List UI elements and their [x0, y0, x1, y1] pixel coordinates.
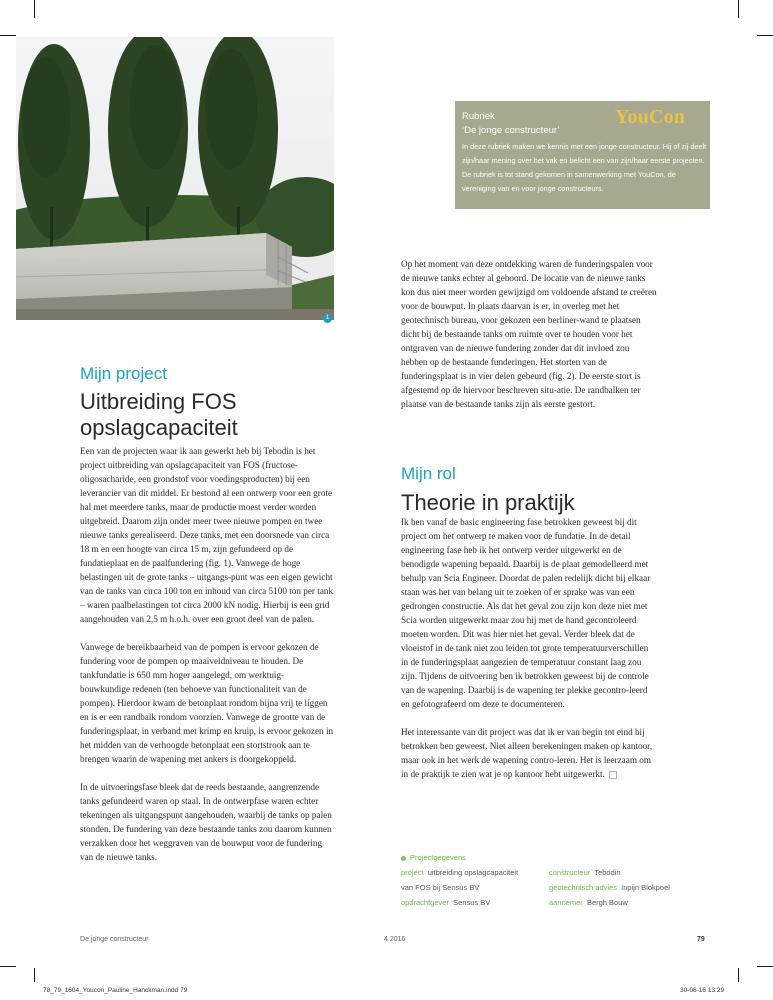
footer-section-name: De jonge constructeur: [80, 936, 149, 943]
opdrachtgever-row: [401, 895, 551, 910]
footer-issue: 4 2016: [384, 936, 406, 943]
page-number: 79: [697, 936, 705, 943]
crop-mark: [757, 35, 773, 36]
figure-number-badge: 1: [323, 314, 332, 323]
crop-mark: [757, 966, 773, 967]
project-value-continued: van FOS bij Sensus BV: [401, 883, 480, 892]
geotechnisch-value: Inpijn Blokpoel: [621, 883, 670, 892]
projectgegevens-left: [401, 850, 551, 910]
right-intro-column: [401, 257, 657, 411]
rubriek-box: [455, 101, 710, 209]
slug-filename: 78_79_1604_Youcon_Pauline_Hanckman.indd 79: [43, 987, 188, 994]
crop-mark: [34, 0, 35, 18]
rubriek-name: ‘De jonge constructeur’: [462, 125, 560, 136]
right-body-column: [401, 515, 657, 781]
body-paragraph: Ik ben vanaf de basic engineering fase betrokken geweest bij dit project om het ontwerp te maken voor de fundatie. In de detail engineering fase heb ik het ontwerp verder uitgewerkt en de benodigde wapening bepaald. Daarbij is de plaat gemodelleerd met behulp van Scia Engineer. Doordat de palen redelijk dicht bij elkaar staan was het van belang uit te zoeken of er sprake was van een gedrongen constructie. Als dat het geval zou zijn kon deze niet met Scia worden uitgewerkt maar zou hij met de hand gecontroleerd moeten worden. Dit was hier niet het geval. Verder bleek dat de vloeistof in de tank niet zou leiden tot grote temperatuurverschillen in de funderingsplaat aangezien de temperatuur constant laag zou zijn. Tijdens de uitvoering ben ik betrokken geweest bij de controle van de wapening. Daarbij is de wapening ter plekke gecontro-leerd en gefotografeerd om deze te documenteren.: [401, 517, 651, 709]
end-mark-icon: [609, 771, 617, 779]
left-body-column: [80, 444, 334, 864]
section-title-project: Uitbreiding FOS opslagcapaciteit: [80, 389, 238, 440]
projectgegevens-right: [549, 865, 699, 910]
youcon-logo: YouCon: [615, 106, 686, 128]
aannemer-label: aannemer: [549, 898, 583, 907]
slug-date: 30-06-16 13:29: [680, 987, 725, 994]
project-photo: [16, 37, 334, 320]
project-label: project: [401, 868, 424, 877]
geotechnisch-label: geotechnisch advies: [549, 883, 617, 892]
rubriek-label: Rubriek: [462, 111, 495, 122]
aannemer-value: Bergh Bouw: [586, 898, 628, 907]
crop-mark: [738, 968, 739, 982]
projectgegevens-heading: Projectgegevens: [410, 853, 466, 862]
opdrachtgever-label: opdrachtgever: [401, 898, 449, 907]
aannemer-row: [549, 895, 699, 910]
crop-mark: [738, 0, 739, 18]
section-title-role: Theorie in praktijk: [401, 490, 575, 515]
section-kicker-project: Mijn project: [80, 364, 167, 383]
body-paragraph: Op het moment van deze ontdekking waren de funderingspalen voor de nieuwe tanks echter al geboord. De locatie van de nieuwe tanks kon dus niet meer worden gewijzigd om voldoende afstand te creëren voor de bouwput. In plaats daarvan is er, in overleg met het geotechnisch bureau, voor gekozen een berliner-wand te plaatsen dicht bij de bestaande tanks om ruimte over te houden voor het ontgraven van de nieuwe fundering zonder dat dit invloed zou hebben op de bestaande funderingen. Het storten van de funderingsplaat is in vier delen gebeurd (fig. 2). De eerste stort is afgestemd op de hiervoor beschreven situ-atie. De randbalken ter plaatse van de bestaande tanks zijn als eerste gestort.: [401, 259, 657, 409]
opdrachtgever-value: Sensus BV: [453, 898, 491, 907]
constructeur-value: Tebodin: [594, 868, 621, 877]
body-paragraph: Een van de projecten waar ik aan gewerkt heb bij Tebodin is het project uitbreiding van opslagcapaciteit van FOS (fructose-oligosacharide, een grondstof voor voedingsproducten) bij een leverancier van dit middel. Er bestond al een ontwerp voor een grote hal met meerdere tanks, maar de productie moest verder worden uitgebreid. Daarom zijn onder meer twee nieuwe pompen en twee nieuwe tanks gerealiseerd. Deze tanks, met een doorsnede van circa 18 m en een hoogte van circa 15 m, zijn gefundeerd op de fundatieplaat en de paalfundering (fig. 1). Vanwege de hoge belastingen uit de grote tanks – uitgangs-punt was een eigen gewicht van de tanks van circa 100 ton en inhoud van circa 5100 ton per tank – waren paalbelastingen tot circa 2000 kN nodig. Hierbij is een grid aangehouden van 2,5 m h.o.h. over een groot deel van de palen.: [80, 446, 334, 624]
section-kicker-role: Mijn rol: [401, 464, 456, 483]
crop-mark: [0, 966, 16, 967]
projectgegevens-heading-row: [401, 850, 551, 865]
crop-mark: [0, 35, 16, 36]
rubriek-description: In deze rubriek maken we kennis met een jonge constructeur. Hij of zij deelt zijn/haar mening over het vak en belicht een van zijn/haar eerste projecten. De rubriek is tot stand gekomen in samenwerking met YouCon, de vereniging van en voor jonge constructeurs.: [462, 142, 707, 193]
body-paragraph: Vanwege de bereikbaarheid van de pompen is ervoor gekozen de fundering voor de pompen op maaiveldniveau te houden. De tankfundatie is 650 mm hoger aangelegd, om werktuig-bouwkundige redenen (ten behoeve van functionaliteit van de pompen). Hierdoor kwam de betonplaat rondom bijna vrij te liggen en is er een randbalk rondom voorzien. Vanwege de grootte van de funderingsplaat, in verband met krimp en kruip, is ervoor gekozen in het midden van de verhoogde betonplaat een stortstrook aan te brengen waarin de wapening met ankers is doorgekoppeld.: [80, 642, 334, 764]
body-paragraph-last: [401, 725, 657, 781]
crop-mark: [34, 968, 35, 982]
project-row: [401, 865, 551, 880]
body-paragraph-text: Het interessante van dit project was dat ik er van begin tot eind bij betrokken ben geweest. Niet alleen berekeningen maken op kantoor, maar ook in het werk de wapening contro-leren. Het is leerzaam om in de praktijk te zien wat je op kantoor hebt uitgewerkt.: [401, 727, 653, 779]
geotechnisch-row: [549, 880, 699, 895]
constructeur-label: constructeur: [549, 868, 591, 877]
body-paragraph: In de uitvoeringsfase bleek dat de reeds bestaande, aangrenzende tanks gefundeerd waren op staal. In de ontwerpfase waren echter tekeningen als uitgangspunt aangehouden, waarbij de tanks op palen stonden. De fundering van deze bestaande tanks zou daarom kunnen verzakken door het weggraven van de bouwput voor de fundering van de nieuwe tanks.: [80, 782, 332, 862]
constructeur-row: [549, 865, 699, 880]
project-value: uitbreiding opslagcapaciteit: [427, 868, 519, 877]
bullet-dot-icon: [401, 856, 406, 861]
